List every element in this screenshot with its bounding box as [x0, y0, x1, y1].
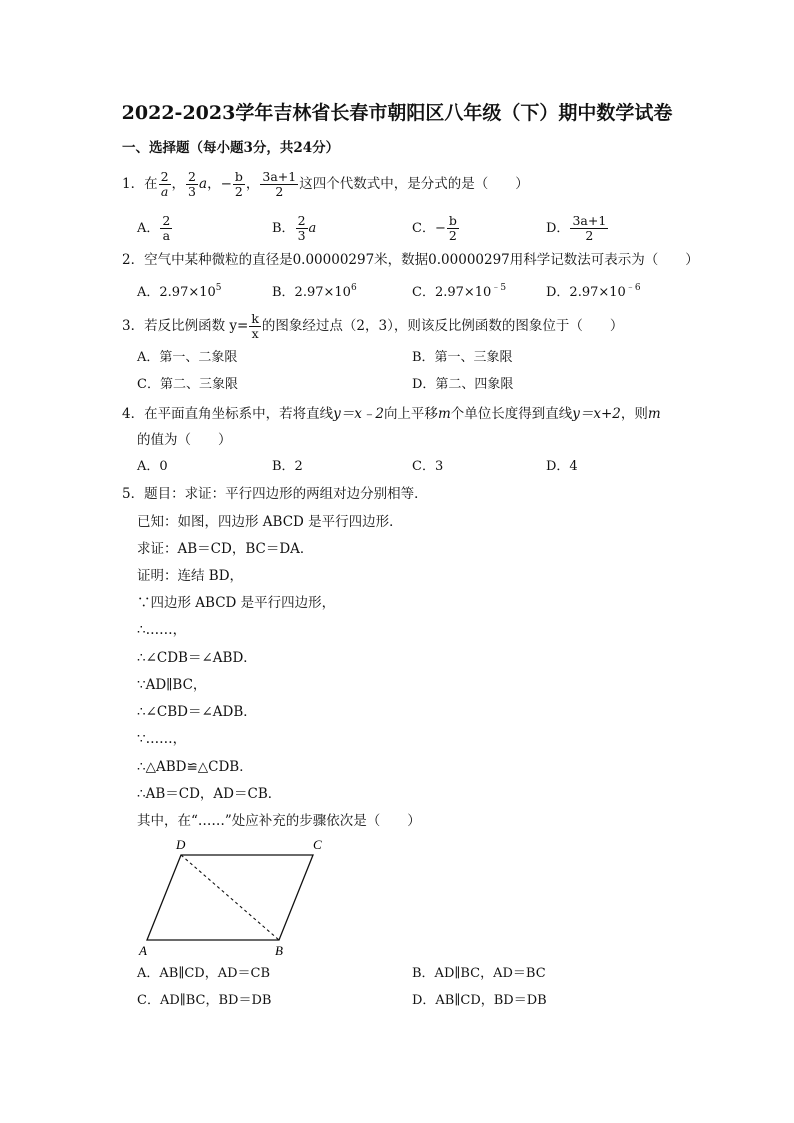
q1-option-d[interactable] [546, 214, 609, 243]
neg: − [434, 221, 446, 236]
q5-line: ∴∠CBD＝∠ADB． [137, 704, 257, 720]
vertex-label-a: A [139, 943, 147, 958]
q1-lead: 1．在 [122, 176, 158, 192]
fraction-2-over-a [159, 170, 171, 199]
q2-option-d[interactable] [546, 278, 641, 303]
num: 2 [297, 213, 306, 228]
exponent: ﹣6 [625, 283, 641, 293]
q2-option-c[interactable] [412, 278, 506, 303]
vertex-label-d: D [176, 837, 186, 852]
q5-option-c[interactable]: C．AD∥BC，BD＝DB [137, 993, 272, 1008]
q4-m: m [647, 406, 661, 422]
q4-option-c[interactable]: C．3 [412, 459, 444, 474]
exponent: ﹣5 [491, 283, 507, 293]
q1-option-b[interactable] [272, 214, 316, 243]
exponent: 6 [350, 283, 357, 293]
q2-option-a[interactable] [137, 278, 222, 303]
q1-option-c[interactable] [412, 214, 460, 243]
opt-text: D．2.97×10 [546, 285, 626, 300]
q4-m: m [437, 406, 451, 422]
q1-var-a: a [199, 176, 208, 192]
num: 2 [162, 213, 171, 228]
sep: ， [171, 176, 186, 192]
opt-label: C． [412, 221, 435, 236]
q3-option-a[interactable]: A．第一、二象限 [137, 350, 238, 365]
exponent: 5 [215, 283, 222, 293]
fraction-k-over-x [249, 312, 261, 341]
q3-option-b[interactable]: B．第一、三象限 [412, 350, 513, 365]
opt-text: A．2.97×10 [137, 285, 216, 300]
parallelogram-outline [147, 855, 313, 940]
q5-option-d[interactable]: D．AB∥CD，BD＝DB [412, 993, 547, 1008]
q5-line: ∴△ABD≌△CDB． [137, 759, 253, 775]
q3-post: 的图象经过点（2，3），则该反比例函数的图象位于（ ） [261, 318, 624, 334]
q4-text: 个单位长度得到直线 [450, 406, 573, 422]
opt-fraction [296, 214, 308, 243]
q1-f1-den: a [160, 184, 169, 199]
question-4-line-2: 的值为（ ） [137, 432, 232, 448]
q4-option-a[interactable]: A．0 [137, 459, 168, 474]
question-3 [122, 312, 623, 341]
opt-label: D． [546, 221, 570, 236]
question-2: 2．空气中某种微粒的直径是0.00000297米，数据0.00000297用科学记数法可表示为（ ） [122, 252, 699, 268]
fraction-b-over-2 [233, 170, 245, 199]
opt-fraction [160, 214, 172, 243]
q5-line: ∵四边形 ABCD 是平行四边形， [137, 595, 336, 611]
vertex-label-b: B [275, 943, 283, 958]
num: b [448, 213, 457, 228]
num: k [251, 311, 259, 326]
sep: ， [245, 176, 260, 192]
den: 2 [448, 228, 457, 243]
q3-pre: 3．若反比例函数 y= [122, 318, 249, 334]
opt-text: C．2.97×10 [412, 285, 492, 300]
sep: ， [207, 176, 221, 192]
page-title: 2022-2023学年吉林省长春市朝阳区八年级（下）期中数学试卷 [121, 102, 673, 124]
q5-line: 证明：连结 BD， [137, 568, 244, 584]
parallelogram-figure [135, 835, 345, 960]
q1-f3-den: 2 [234, 184, 243, 199]
q1-neg: − [220, 176, 232, 192]
opt-fraction [447, 214, 459, 243]
q3-option-c[interactable]: C．第二、三象限 [137, 377, 238, 392]
q4-option-b[interactable]: B．2 [272, 459, 303, 474]
q5-line: ∴……， [137, 622, 187, 638]
q5-line: ∵AD∥BC， [137, 677, 207, 693]
fraction-3a1-over-2 [260, 170, 298, 199]
q5-option-b[interactable]: B．AD∥BC，AD＝BC [412, 966, 546, 981]
den: a [162, 228, 171, 243]
question-1 [122, 170, 529, 199]
var: a [308, 221, 317, 236]
den: x [251, 326, 259, 341]
q2-option-b[interactable] [272, 278, 357, 303]
q5-line: 已知：如图，四边形 ABCD 是平行四边形． [137, 514, 403, 530]
diagonal-bd [181, 855, 279, 940]
q4-eq2: y＝x+2 [572, 406, 621, 422]
q1-f4-num: 3a+1 [262, 169, 297, 184]
q5-line: 5．题目：求证：平行四边形的两组对边分别相等． [122, 486, 428, 502]
section-heading: 一、选择题（每小题3分，共24分） [122, 140, 340, 156]
q1-tail: 这四个代数式中，是分式的是（ ） [299, 176, 529, 192]
q5-line: 求证：AB＝CD，BC＝DA． [137, 541, 314, 557]
opt-label: B． [272, 221, 295, 236]
fraction-2-over-3 [186, 170, 198, 199]
q4-text: 向上平移 [383, 406, 438, 422]
q1-f2-den: 3 [188, 184, 196, 199]
opt-fraction [570, 214, 608, 243]
q3-option-d[interactable]: D．第二、四象限 [412, 377, 514, 392]
vertex-label-c: C [313, 837, 322, 852]
den: 3 [297, 228, 306, 243]
opt-label: A． [137, 221, 160, 236]
q1-f4-den: 2 [275, 184, 284, 199]
q1-option-a[interactable] [137, 214, 173, 243]
q4-eq1: y＝x﹣2 [333, 406, 384, 422]
q4-option-d[interactable]: D．4 [546, 459, 578, 474]
q5-line: ∴AB＝CD，AD＝CB． [137, 786, 282, 802]
question-4 [122, 404, 661, 424]
den: 2 [585, 228, 594, 243]
q4-text: ，则 [620, 406, 648, 422]
opt-text: B．2.97×10 [272, 285, 351, 300]
q4-text: 4．在平面直角坐标系中，若将直线 [122, 406, 334, 422]
q1-f3-num: b [234, 169, 243, 184]
q5-line: ∴∠CDB＝∠ABD． [137, 650, 257, 666]
q1-f2-num: 2 [188, 169, 196, 184]
q1-f1-num: 2 [160, 169, 169, 184]
q5-line: 其中，在“……”处应补充的步骤依次是（ ） [137, 813, 421, 829]
q5-option-a[interactable]: A．AB∥CD，AD＝CB [137, 966, 271, 981]
q5-line: ∵……， [137, 731, 187, 747]
num: 3a+1 [572, 213, 607, 228]
